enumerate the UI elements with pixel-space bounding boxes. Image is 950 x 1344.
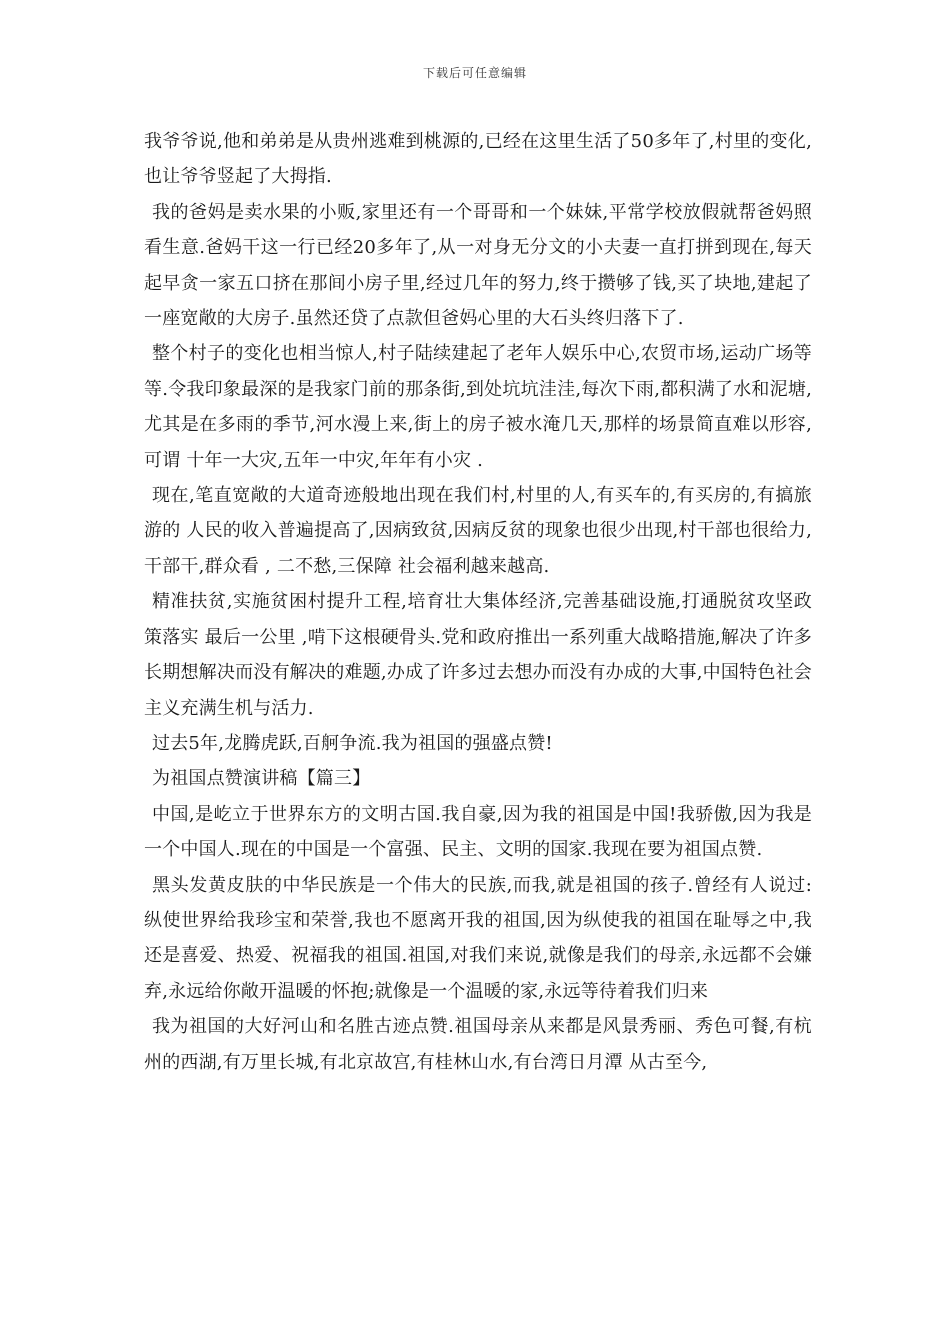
paragraph-landscapes: 我为祖国的大好河山和名胜古迹点赞.祖国母亲从来都是风景秀丽、秀色可餐,有杭州的西湖,有万里长城,有北京故宫,有桂林山水,有台湾日月潭 从古至今,	[144, 1016, 812, 1073]
paragraph-china-intro: 中国,是屹立于世界东方的文明古国.我自豪,因为我的祖国是中国!我骄傲,因为我是一个中国人.现在的中国是一个富强、民主、文明的国家.我现在要为祖国点赞.	[144, 803, 812, 861]
paragraph-village-change: 整个村子的变化也相当惊人,村子陆续建起了老年人娱乐中心,农贸市场,运动广场等等.令我印象最深的是我家门前的那条街,到处坑坑洼洼,每次下雨,都积满了水和泥塘,尤其是在多雨的季节,河水漫上来,街上的房子被水淹几天,那样的场景简直难以形容,可谓 十年一大灾,五年一中灾,年年有小灾 .	[144, 343, 812, 471]
section-heading: 为祖国点赞演讲稿【篇三】	[152, 768, 371, 790]
paragraph-grandfather: 我爷爷说,他和弟弟是从贵州逃难到桃源的,已经在这里生活了50多年了,村里的变化,也让爷爷竖起了大拇指.	[144, 131, 812, 188]
paragraph-poverty-alleviation: 精准扶贫,实施贫困村提升工程,培育壮大集体经济,完善基础设施,打通脱贫攻坚政策落实 最后一公里 ,啃下这根硬骨头.党和政府推出一系列重大战略措施,解决了许多长期想解决而没有解决的难题,办成了许多过去想办而没有办成的大事,中国特色社会主义充满生机与活力.	[144, 591, 812, 719]
paragraph-parents: 我的爸妈是卖水果的小贩,家里还有一个哥哥和一个妹妹,平常学校放假就帮爸妈照看生意.爸妈干这一行已经20多年了,从一对身无分文的小夫妻一直打拼到现在,每天起早贪一家五口挤在那间小房子里,经过几年的努力,终于攒够了钱,买了块地,建起了一座宽敞的大房子.虽然还贷了点款但爸妈心里的大石头终归落下了.	[144, 201, 812, 330]
document-body	[144, 124, 812, 1080]
page-header-note: 下载后可任意编辑	[422, 66, 527, 80]
paragraph-past-five-years: 过去5年,龙腾虎跃,百舸争流.我为祖国的强盛点赞!	[152, 732, 553, 754]
paragraph-chinese-nation: 黑头发黄皮肤的中华民族是一个伟大的民族,而我,就是祖国的孩子.曾经有人说过:纵使世界给我珍宝和荣誉,我也不愿离开我的祖国,因为纵使我的祖国在耻辱之中,我还是喜爱、热爱、祝福我的祖国.祖国,对我们来说,就像是我们的母亲,永远都不会嫌弃,永远给你敞开温暖的怀抱;就像是一个温暖的家,永远等待着我们归来	[144, 874, 812, 1002]
paragraph-new-road: 现在,笔直宽敞的大道奇迹般地出现在我们村,村里的人,有买车的,有买房的,有搞旅游的 人民的收入普遍提高了,因病致贫,因病反贫的现象也很少出现,村干部也很给力, 干部干,群众看 , 二不愁,三保障 社会福利越来越高.	[144, 485, 812, 577]
